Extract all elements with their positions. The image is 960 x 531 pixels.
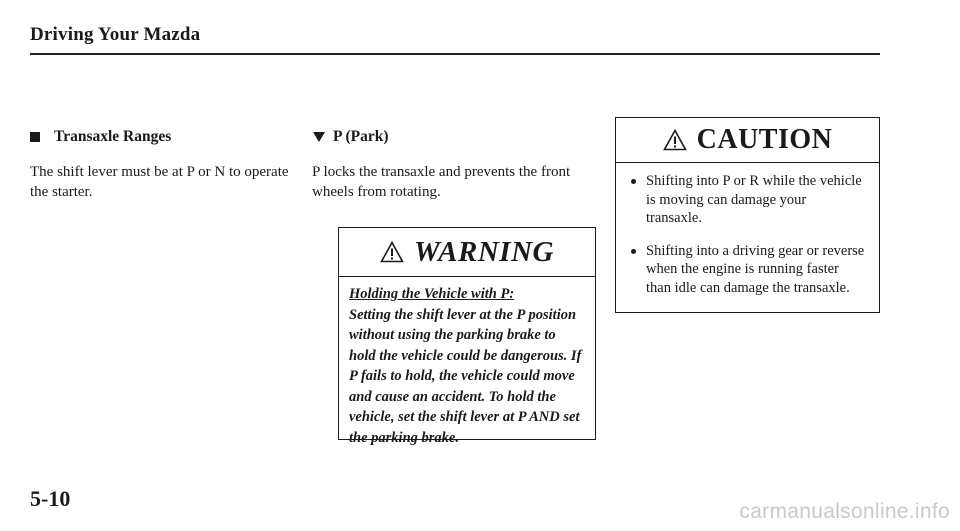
bullet-dot-icon [631, 249, 636, 254]
warning-title: WARNING [414, 235, 554, 268]
caution-box [615, 117, 880, 313]
caution-triangle-icon [663, 129, 687, 151]
warning-subtitle: Holding the Vehicle with P: [349, 286, 515, 302]
header-rule [30, 53, 880, 55]
section-heading [30, 128, 300, 146]
caution-header [616, 118, 879, 163]
section-heading-text: Transaxle Ranges [54, 128, 172, 145]
caution-item-text: Shifting into a driving gear or reverse when the engine is running faster than idle can damage the transaxle. [646, 242, 865, 296]
warning-triangle-icon [380, 241, 404, 263]
middle-column [312, 128, 597, 202]
list-item [630, 172, 865, 228]
subsection-heading [312, 128, 597, 146]
square-bullet-icon [30, 132, 40, 142]
watermark: carmanualsonline.info [739, 500, 950, 523]
left-column [30, 128, 300, 202]
caution-title: CAUTION [696, 124, 833, 155]
bullet-dot-icon [631, 179, 636, 184]
list-item [630, 242, 865, 298]
warning-box [338, 227, 596, 446]
left-body-text: The shift lever must be at P or N to operate the starter. [30, 164, 289, 200]
warning-text: Setting the shift lever at the P position without using the parking brake to hold the vehicle could be dangerous. If P fails to hold, the vehicle could move and cause an accident. To hold the vehicle, set the shift lever at P AND set the parking brake. [349, 306, 582, 446]
warning-header [339, 228, 595, 277]
page-number: 5-10 [30, 486, 71, 511]
middle-body-text: P locks the transaxle and prevents the front wheels from rotating. [312, 164, 571, 200]
subsection-heading-text: P (Park) [333, 128, 389, 145]
warning-body [339, 277, 595, 448]
caution-item-text: Shifting into P or R while the vehicle is moving can damage your transaxle. [646, 173, 862, 226]
page-header-title: Driving Your Mazda [30, 24, 201, 45]
triangle-bullet-icon [313, 132, 325, 142]
caution-list [616, 163, 879, 297]
